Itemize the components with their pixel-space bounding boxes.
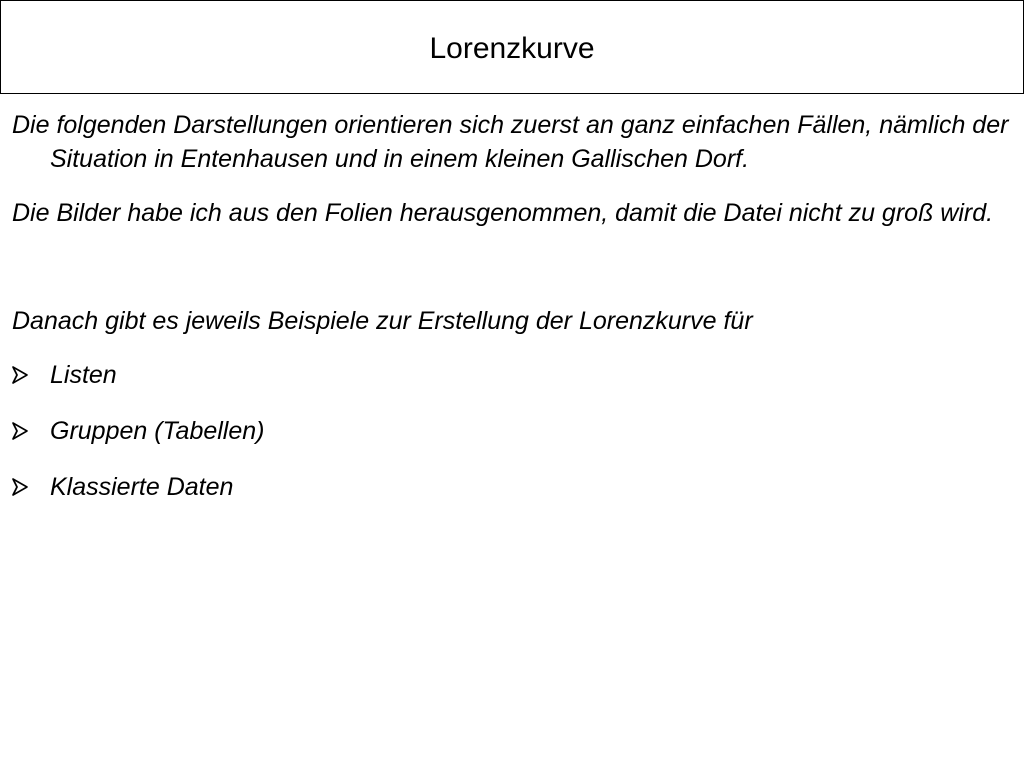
arrowhead-bullet-icon: [12, 422, 50, 440]
arrowhead-bullet-icon: [12, 366, 50, 384]
bullet-item-gruppen: [12, 414, 1012, 448]
bullet-text-listen: Listen: [50, 361, 117, 389]
paragraph-intro: Die folgenden Darstellungen orientieren sich zuerst an ganz einfachen Fällen, nämlich der Situation in Entenhausen und in einem kleinen Gallischen Dorf.: [12, 111, 1009, 173]
slide-content: [12, 108, 1012, 526]
bullet-text-klassierte-daten: Klassierte Daten: [50, 473, 234, 501]
bullet-text-gruppen: Gruppen (Tabellen): [50, 417, 265, 445]
paragraph-images-note: Die Bilder habe ich aus den Folien herausgenommen, damit die Datei nicht zu groß wird.: [12, 199, 994, 227]
bullet-item-klassierte-daten: [12, 470, 1012, 504]
title-box: [0, 0, 1024, 94]
paragraph-examples-lead: Danach gibt es jeweils Beispiele zur Erstellung der Lorenzkurve für: [12, 307, 753, 335]
arrowhead-bullet-icon: [12, 478, 50, 496]
slide-title: Lorenzkurve: [429, 32, 595, 65]
bullet-item-listen: [12, 358, 1012, 392]
